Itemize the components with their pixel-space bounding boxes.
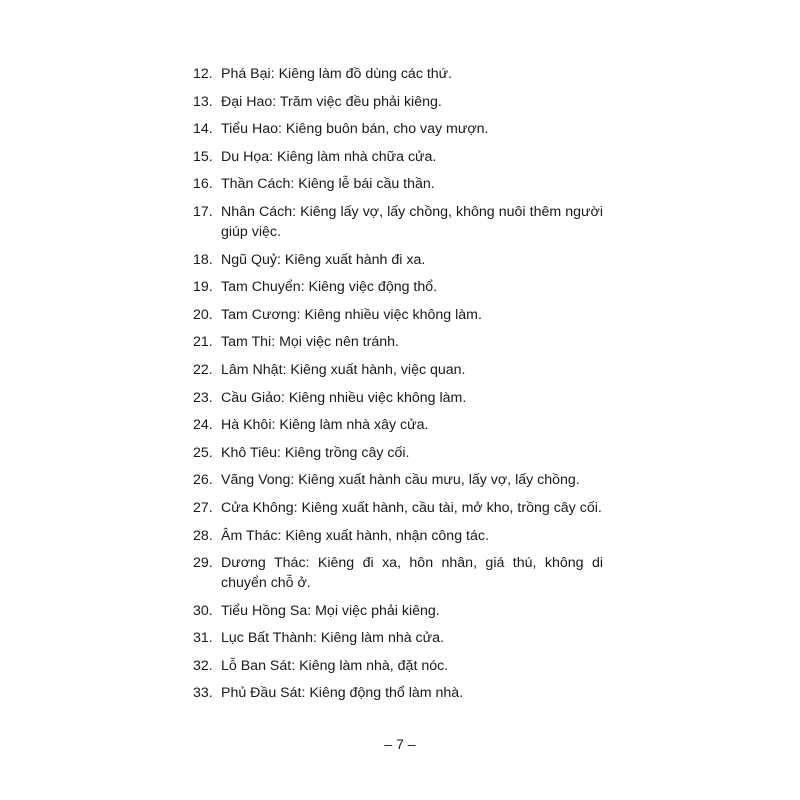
item-text: Phá Bại: Kiêng làm đồ dùng các thứ.	[221, 66, 453, 82]
item-number: 12.	[193, 66, 213, 82]
list-item	[193, 360, 603, 380]
item-text: Tiểu Hồng Sa: Mọi việc phải kiêng.	[221, 602, 440, 619]
item-text: Khô Tiêu: Kiêng trồng cây cối.	[221, 444, 410, 461]
item-text: Tam Chuyển: Kiêng việc động thổ.	[221, 279, 438, 296]
item-text: Du Họa: Kiêng làm nhà chữa cửa.	[221, 148, 437, 165]
list-item	[193, 332, 603, 352]
list-item	[193, 64, 603, 84]
item-text: Nhân Cách: Kiêng lấy vợ, lấy chồng, không nuôi thêm người giúp việc.	[221, 203, 603, 240]
item-number: 29.	[193, 555, 213, 572]
list-item	[193, 119, 603, 139]
item-text: Âm Thác: Kiêng xuất hành, nhận công tác.	[221, 527, 489, 544]
item-number: 18.	[193, 251, 213, 268]
list-item	[193, 628, 603, 648]
list-item	[193, 174, 603, 194]
item-number: 16.	[193, 176, 213, 193]
item-text: Tam Thi: Mọi việc nên tránh.	[221, 334, 399, 351]
taboo-list	[193, 64, 603, 711]
item-number: 25.	[193, 444, 213, 461]
item-number: 19.	[193, 279, 213, 296]
list-item	[193, 526, 603, 546]
item-text: Phủ Đầu Sát: Kiêng động thổ làm nhà.	[221, 685, 464, 702]
item-number: 21.	[193, 334, 213, 351]
item-number: 24.	[193, 417, 213, 434]
list-item	[193, 498, 603, 518]
item-text: Dương Thác: Kiêng đi xa, hôn nhân, giá thú, không di chuyển chỗ ở.	[221, 555, 603, 592]
item-number: 30.	[193, 602, 213, 619]
item-number: 31.	[193, 630, 213, 647]
item-number: 28.	[193, 527, 213, 544]
list-item	[193, 656, 603, 676]
list-item	[193, 277, 603, 297]
list-item	[193, 147, 603, 167]
item-text: Vãng Vong: Kiêng xuất hành cầu mưu, lấy vợ, lấy chồng.	[221, 472, 580, 489]
item-number: 13.	[193, 93, 213, 110]
page-number: – 7 –	[384, 736, 416, 752]
item-number: 33.	[193, 685, 213, 702]
item-number: 27.	[193, 499, 213, 516]
list-item	[193, 683, 603, 703]
item-text: Tam Cương: Kiêng nhiều việc không làm.	[221, 306, 482, 323]
item-text: Ngũ Quỷ: Kiêng xuất hành đi xa.	[221, 251, 426, 268]
item-text: Cửa Không: Kiêng xuất hành, cầu tài, mở kho, trồng cây cối.	[221, 499, 602, 516]
item-number: 20.	[193, 306, 213, 323]
item-text: Tiểu Hao: Kiêng buôn bán, cho vay mượn.	[221, 121, 489, 138]
list-item	[193, 92, 603, 112]
item-text: Thần Cách: Kiêng lễ bái cầu thần.	[221, 176, 435, 193]
item-text: Lục Bất Thành: Kiêng làm nhà cửa.	[221, 630, 444, 647]
item-number: 26.	[193, 472, 213, 489]
item-text: Cầu Giảo: Kiêng nhiều việc không làm.	[221, 389, 467, 406]
list-item	[193, 202, 603, 242]
list-item	[193, 443, 603, 463]
item-number: 23.	[193, 389, 213, 406]
item-number: 32.	[193, 657, 213, 674]
item-number: 15.	[193, 148, 213, 165]
list-item	[193, 250, 603, 270]
list-item	[193, 305, 603, 325]
item-number: 22.	[193, 361, 213, 378]
list-item	[193, 415, 603, 435]
item-number: 17.	[193, 203, 213, 220]
item-text: Hà Khôi: Kiêng làm nhà xây cửa.	[221, 417, 429, 434]
item-text: Đại Hao: Trăm việc đều phải kiêng.	[221, 93, 442, 110]
list-item	[193, 601, 603, 621]
item-number: 14.	[193, 121, 213, 138]
list-item	[193, 470, 603, 490]
item-text: Lỗ Ban Sát: Kiêng làm nhà, đặt nóc.	[221, 657, 449, 674]
list-item	[193, 388, 603, 408]
list-item	[193, 553, 603, 593]
item-text: Lâm Nhật: Kiêng xuất hành, việc quan.	[221, 361, 466, 378]
